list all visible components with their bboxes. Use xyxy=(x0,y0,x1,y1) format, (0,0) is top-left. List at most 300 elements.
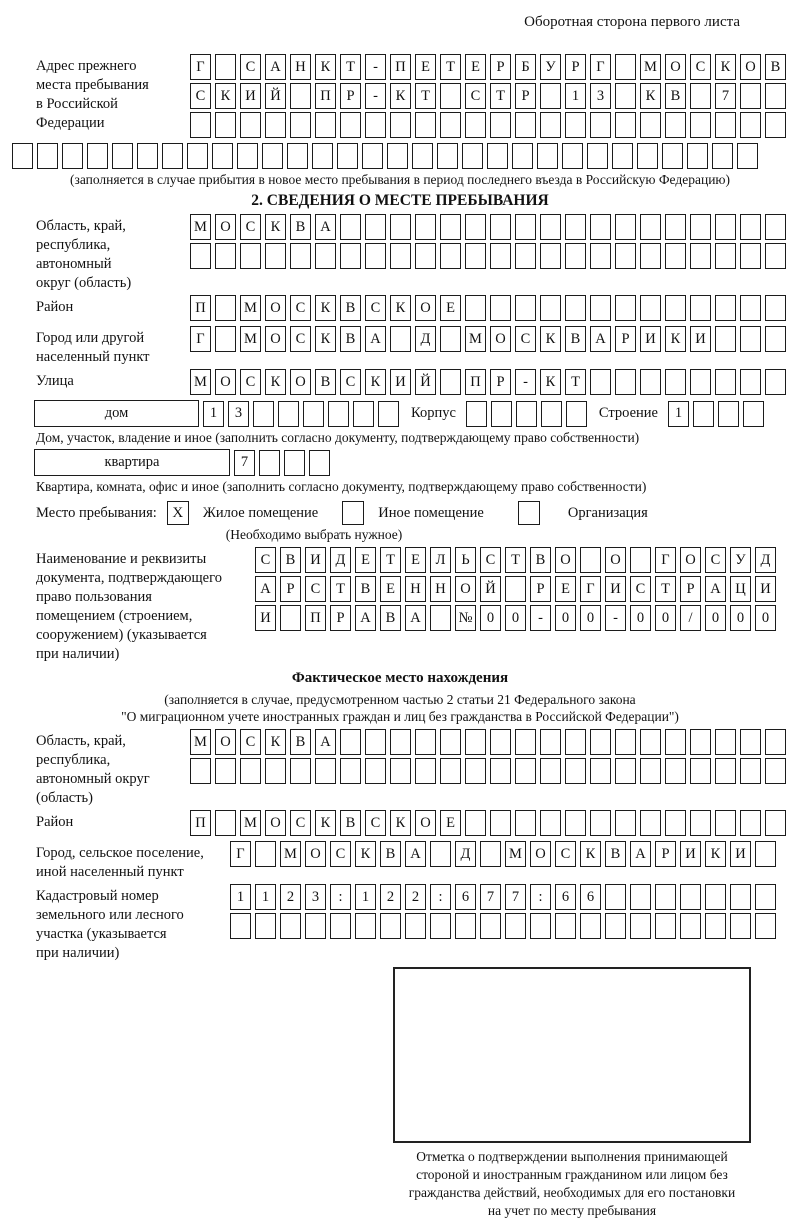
char-cell: Р xyxy=(655,841,676,867)
char-cell xyxy=(740,83,761,109)
house-number-cells xyxy=(199,401,399,427)
char-cell xyxy=(480,913,501,939)
char-cell xyxy=(640,112,661,138)
char-cell xyxy=(590,729,611,755)
char-cell: С xyxy=(240,369,261,395)
char-cell: Д xyxy=(755,547,776,573)
char-cell xyxy=(465,729,486,755)
char-grid-row xyxy=(186,729,786,755)
char-cell: 2 xyxy=(405,884,426,910)
char-cell xyxy=(615,295,636,321)
char-cell: А xyxy=(705,576,726,602)
char-cell xyxy=(690,214,711,240)
char-cell: В xyxy=(340,295,361,321)
stay-type-note: (Необходимо выбрать нужное) xyxy=(225,527,403,542)
char-cell xyxy=(580,913,601,939)
char-cell: О xyxy=(305,841,326,867)
text-line: Наименование и реквизиты xyxy=(36,551,207,567)
char-cell: М xyxy=(240,295,261,321)
char-cell xyxy=(565,758,586,784)
char-cell xyxy=(215,112,236,138)
char-cell: И xyxy=(680,841,701,867)
char-cell xyxy=(240,243,261,269)
char-cell: Е xyxy=(405,547,426,573)
char-cell xyxy=(665,243,686,269)
char-cell: Ц xyxy=(730,576,751,602)
char-grid-row xyxy=(186,214,786,240)
char-cell xyxy=(240,112,261,138)
char-cell xyxy=(640,243,661,269)
text-line: Отметка о подтверждении выполнения принимающей xyxy=(416,1149,728,1164)
char-cell xyxy=(280,605,301,631)
char-cell: К xyxy=(265,729,286,755)
char-cell xyxy=(337,143,358,169)
char-cell: О xyxy=(605,547,626,573)
option-inoe-label: Иное помещение xyxy=(378,504,484,521)
char-cell xyxy=(743,401,764,427)
char-cell: К xyxy=(640,83,661,109)
char-cell: Р xyxy=(515,83,536,109)
actual-location-note xyxy=(36,691,764,725)
char-cell xyxy=(340,112,361,138)
char-cell xyxy=(562,143,583,169)
char-cell xyxy=(615,729,636,755)
char-cell xyxy=(284,450,305,476)
char-cell xyxy=(565,112,586,138)
char-cell xyxy=(590,295,611,321)
char-cell xyxy=(430,605,451,631)
char-cell: : xyxy=(430,884,451,910)
char-cell xyxy=(387,143,408,169)
char-cell xyxy=(362,143,383,169)
char-cell: К xyxy=(265,369,286,395)
char-cell xyxy=(690,83,711,109)
char-grid-row xyxy=(226,841,776,867)
char-cell: С xyxy=(480,547,501,573)
char-cell xyxy=(687,143,708,169)
char-cell: 0 xyxy=(730,605,751,631)
char-cell: 3 xyxy=(305,884,326,910)
char-cell xyxy=(540,758,561,784)
char-cell xyxy=(380,913,401,939)
text-line: Город, сельское поселение, xyxy=(36,845,204,861)
char-cell xyxy=(765,369,786,395)
text-line: "О миграционном учете иностранных граждан и лиц без гражданства в Российской Федерации") xyxy=(121,709,679,724)
char-cell: М xyxy=(640,54,661,80)
field-city-actual xyxy=(36,841,764,882)
char-cell: С xyxy=(365,810,386,836)
char-cell xyxy=(555,913,576,939)
char-cell: Т xyxy=(565,369,586,395)
city-actual-label xyxy=(36,841,226,882)
char-cell xyxy=(665,810,686,836)
char-cell xyxy=(309,450,330,476)
char-cell xyxy=(615,83,636,109)
char-cell: С xyxy=(705,547,726,573)
text-line: Кадастровый номер xyxy=(36,888,159,904)
char-cell: В xyxy=(340,810,361,836)
char-cell xyxy=(640,369,661,395)
char-cell xyxy=(440,112,461,138)
char-grid-row xyxy=(186,758,786,784)
char-cell xyxy=(490,243,511,269)
text-line: иной населенный пункт xyxy=(36,864,184,880)
char-cell xyxy=(290,243,311,269)
char-cell xyxy=(515,729,536,755)
text-line: республика, xyxy=(36,237,111,253)
char-cell: У xyxy=(540,54,561,80)
apartment-number-cells xyxy=(230,450,330,476)
char-cell: К xyxy=(665,326,686,352)
char-cell: И xyxy=(755,576,776,602)
char-cell: Е xyxy=(555,576,576,602)
char-cell xyxy=(715,243,736,269)
field-district-actual xyxy=(36,810,764,839)
char-cell: 6 xyxy=(580,884,601,910)
char-cell xyxy=(415,243,436,269)
house-row xyxy=(34,400,764,427)
char-cell: 0 xyxy=(480,605,501,631)
region-label xyxy=(36,214,186,293)
char-cell: А xyxy=(355,605,376,631)
char-cell: Г xyxy=(580,576,601,602)
char-cell xyxy=(490,758,511,784)
char-cell xyxy=(440,83,461,109)
char-cell xyxy=(737,143,758,169)
char-cell xyxy=(212,143,233,169)
char-cell xyxy=(265,758,286,784)
district-label xyxy=(36,295,186,317)
char-cell xyxy=(665,758,686,784)
char-cell: 2 xyxy=(380,884,401,910)
char-cell: Н xyxy=(405,576,426,602)
char-grid-row xyxy=(186,369,786,395)
char-cell: 0 xyxy=(580,605,601,631)
char-cell xyxy=(565,729,586,755)
char-cell xyxy=(640,810,661,836)
char-cell xyxy=(505,576,526,602)
char-cell xyxy=(765,326,786,352)
char-cell: О xyxy=(665,54,686,80)
char-cell xyxy=(640,214,661,240)
char-cell: В xyxy=(355,576,376,602)
char-cell xyxy=(630,913,651,939)
char-cell: Б xyxy=(515,54,536,80)
text-line: сооружением) (указывается xyxy=(36,627,207,643)
char-cell: С xyxy=(240,214,261,240)
char-cell xyxy=(12,143,33,169)
char-cell xyxy=(690,369,711,395)
char-cell: О xyxy=(680,547,701,573)
char-grid-row xyxy=(186,295,786,321)
char-cell: В xyxy=(280,547,301,573)
char-cell xyxy=(705,884,726,910)
char-cell xyxy=(265,243,286,269)
text-line: при наличии) xyxy=(36,945,120,961)
char-cell xyxy=(440,729,461,755)
house-note: Дом, участок, владение и иное (заполнить согласно документу, подтверждающему право собственности) xyxy=(36,430,640,445)
char-cell xyxy=(565,295,586,321)
text-line: республика, xyxy=(36,752,111,768)
char-cell xyxy=(237,143,258,169)
char-cell: И xyxy=(605,576,626,602)
char-cell xyxy=(515,112,536,138)
char-cell xyxy=(415,112,436,138)
char-cell xyxy=(540,295,561,321)
char-cell xyxy=(590,369,611,395)
char-cell: Е xyxy=(415,54,436,80)
apartment-row xyxy=(34,449,764,476)
char-cell: В xyxy=(290,729,311,755)
char-grid-row xyxy=(251,547,776,573)
field-street xyxy=(36,369,764,398)
checkbox-inoe xyxy=(342,501,364,525)
char-cell: В xyxy=(380,605,401,631)
char-cell xyxy=(215,243,236,269)
stay-type-label: Место пребывания: xyxy=(36,504,157,521)
char-cell: : xyxy=(330,884,351,910)
char-cell: В xyxy=(290,214,311,240)
char-cell xyxy=(765,729,786,755)
char-cell xyxy=(765,83,786,109)
char-cell: 7 xyxy=(715,83,736,109)
char-cell: Й xyxy=(415,369,436,395)
char-cell xyxy=(715,369,736,395)
char-cell: 1 xyxy=(230,884,251,910)
char-cell xyxy=(765,295,786,321)
char-cell: К xyxy=(390,295,411,321)
char-cell: В xyxy=(530,547,551,573)
char-cell: Р xyxy=(280,576,301,602)
char-grid-row xyxy=(226,884,776,910)
char-cell xyxy=(765,214,786,240)
char-cell: Д xyxy=(455,841,476,867)
char-cell xyxy=(540,243,561,269)
char-cell: 6 xyxy=(555,884,576,910)
char-cell: - xyxy=(530,605,551,631)
char-cell xyxy=(390,243,411,269)
city-label xyxy=(36,326,186,367)
char-cell: А xyxy=(590,326,611,352)
char-cell: Г xyxy=(230,841,251,867)
char-cell xyxy=(365,729,386,755)
char-cell xyxy=(390,326,411,352)
char-cell xyxy=(490,214,511,240)
char-cell xyxy=(253,401,274,427)
char-cell: К xyxy=(365,369,386,395)
char-cell: Т xyxy=(440,54,461,80)
char-cell xyxy=(328,401,349,427)
char-cell: В xyxy=(315,369,336,395)
text-line: на учет по месту пребывания xyxy=(487,1203,657,1218)
char-cell xyxy=(465,810,486,836)
char-cell: С xyxy=(240,729,261,755)
char-cell xyxy=(615,369,636,395)
char-cell xyxy=(455,913,476,939)
char-cell xyxy=(312,143,333,169)
char-cell xyxy=(540,83,561,109)
char-cell: № xyxy=(455,605,476,631)
char-cell xyxy=(280,913,301,939)
char-cell xyxy=(515,214,536,240)
char-cell: С xyxy=(330,841,351,867)
char-cell xyxy=(690,810,711,836)
option-organizacia-label: Организация xyxy=(567,504,648,521)
char-cell: К xyxy=(215,83,236,109)
char-cell: Г xyxy=(190,54,211,80)
char-cell: К xyxy=(315,54,336,80)
char-cell xyxy=(665,369,686,395)
char-cell: И xyxy=(730,841,751,867)
char-cell: 2 xyxy=(280,884,301,910)
char-cell xyxy=(490,810,511,836)
char-cell: И xyxy=(690,326,711,352)
char-cell: О xyxy=(290,369,311,395)
char-cell: К xyxy=(265,214,286,240)
char-cell xyxy=(715,214,736,240)
char-cell: И xyxy=(305,547,326,573)
char-cell: М xyxy=(190,729,211,755)
char-cell: К xyxy=(705,841,726,867)
char-cell xyxy=(580,547,601,573)
char-cell: О xyxy=(415,295,436,321)
char-cell: С xyxy=(290,326,311,352)
char-cell xyxy=(755,913,776,939)
char-cell: 0 xyxy=(705,605,726,631)
char-cell: М xyxy=(280,841,301,867)
char-cell: С xyxy=(555,841,576,867)
char-cell xyxy=(187,143,208,169)
text-line: Район xyxy=(36,299,74,315)
house-type-box: дом xyxy=(34,400,199,427)
char-cell xyxy=(590,214,611,240)
char-cell xyxy=(630,547,651,573)
char-cell: К xyxy=(315,810,336,836)
char-cell: Т xyxy=(415,83,436,109)
char-cell xyxy=(112,143,133,169)
char-cell xyxy=(712,143,733,169)
char-cell xyxy=(440,369,461,395)
char-grid-row xyxy=(226,913,776,939)
char-cell xyxy=(615,243,636,269)
char-cell: М xyxy=(505,841,526,867)
char-cell: С xyxy=(240,54,261,80)
cadastral-label xyxy=(36,884,226,963)
char-grid-row xyxy=(251,605,776,631)
char-cell: Й xyxy=(480,576,501,602)
char-cell: 7 xyxy=(480,884,501,910)
char-cell xyxy=(415,729,436,755)
text-line: (заполняется в случае, предусмотренном частью 2 статьи 21 Федерального закона xyxy=(164,692,636,707)
char-cell: Г xyxy=(590,54,611,80)
char-cell xyxy=(637,143,658,169)
char-cell xyxy=(215,810,236,836)
char-cell xyxy=(615,758,636,784)
char-cell xyxy=(540,214,561,240)
char-cell: М xyxy=(465,326,486,352)
text-line: гражданства действий, необходимых для его постановки xyxy=(408,1185,736,1200)
char-cell xyxy=(765,758,786,784)
char-grid-row xyxy=(186,810,786,836)
char-cell: О xyxy=(455,576,476,602)
field-district xyxy=(36,295,764,324)
char-cell: О xyxy=(265,810,286,836)
char-cell: К xyxy=(390,810,411,836)
checkbox-organizacia xyxy=(518,501,540,525)
char-cell: О xyxy=(265,326,286,352)
char-cell xyxy=(353,401,374,427)
text-line: Улица xyxy=(36,373,74,389)
char-cell xyxy=(590,243,611,269)
char-cell xyxy=(137,143,158,169)
char-cell: Л xyxy=(430,547,451,573)
char-cell xyxy=(690,758,711,784)
char-cell xyxy=(290,112,311,138)
char-cell: А xyxy=(405,841,426,867)
char-cell xyxy=(540,810,561,836)
char-cell: С xyxy=(290,295,311,321)
char-cell: Р xyxy=(330,605,351,631)
char-cell xyxy=(415,758,436,784)
char-grid-row xyxy=(186,326,786,352)
char-cell xyxy=(340,214,361,240)
text-line: автономный xyxy=(36,256,112,272)
char-cell xyxy=(465,758,486,784)
checkbox-zhiloe: X xyxy=(167,501,189,525)
char-cell: С xyxy=(630,576,651,602)
char-cell xyxy=(615,54,636,80)
char-cell xyxy=(440,243,461,269)
char-cell: А xyxy=(315,729,336,755)
char-cell: 7 xyxy=(505,884,526,910)
char-cell: П xyxy=(315,83,336,109)
street-label xyxy=(36,369,186,391)
char-cell: - xyxy=(365,83,386,109)
char-cell: П xyxy=(305,605,326,631)
char-cell xyxy=(612,143,633,169)
char-cell: А xyxy=(315,214,336,240)
char-cell xyxy=(615,214,636,240)
char-cell: И xyxy=(255,605,276,631)
text-line: Федерации xyxy=(36,115,105,131)
char-cell xyxy=(512,143,533,169)
char-cell: О xyxy=(265,295,286,321)
char-cell xyxy=(440,326,461,352)
char-cell xyxy=(265,112,286,138)
section2-title: 2. СВЕДЕНИЯ О МЕСТЕ ПРЕБЫВАНИЯ xyxy=(251,192,549,209)
char-cell xyxy=(740,758,761,784)
char-cell xyxy=(718,401,739,427)
char-cell: П xyxy=(465,369,486,395)
char-cell xyxy=(415,214,436,240)
char-cell: Е xyxy=(465,54,486,80)
text-line: Район xyxy=(36,814,74,830)
char-cell xyxy=(640,295,661,321)
char-cell xyxy=(480,841,501,867)
char-cell xyxy=(615,810,636,836)
char-cell xyxy=(665,214,686,240)
char-cell: К xyxy=(540,326,561,352)
char-cell: С xyxy=(190,83,211,109)
text-line: помещением (строением, xyxy=(36,608,193,624)
char-cell: 1 xyxy=(668,401,689,427)
char-cell xyxy=(755,884,776,910)
char-cell xyxy=(730,913,751,939)
char-cell xyxy=(537,143,558,169)
char-cell: О xyxy=(490,326,511,352)
char-cell: К xyxy=(580,841,601,867)
char-cell: Р xyxy=(565,54,586,80)
